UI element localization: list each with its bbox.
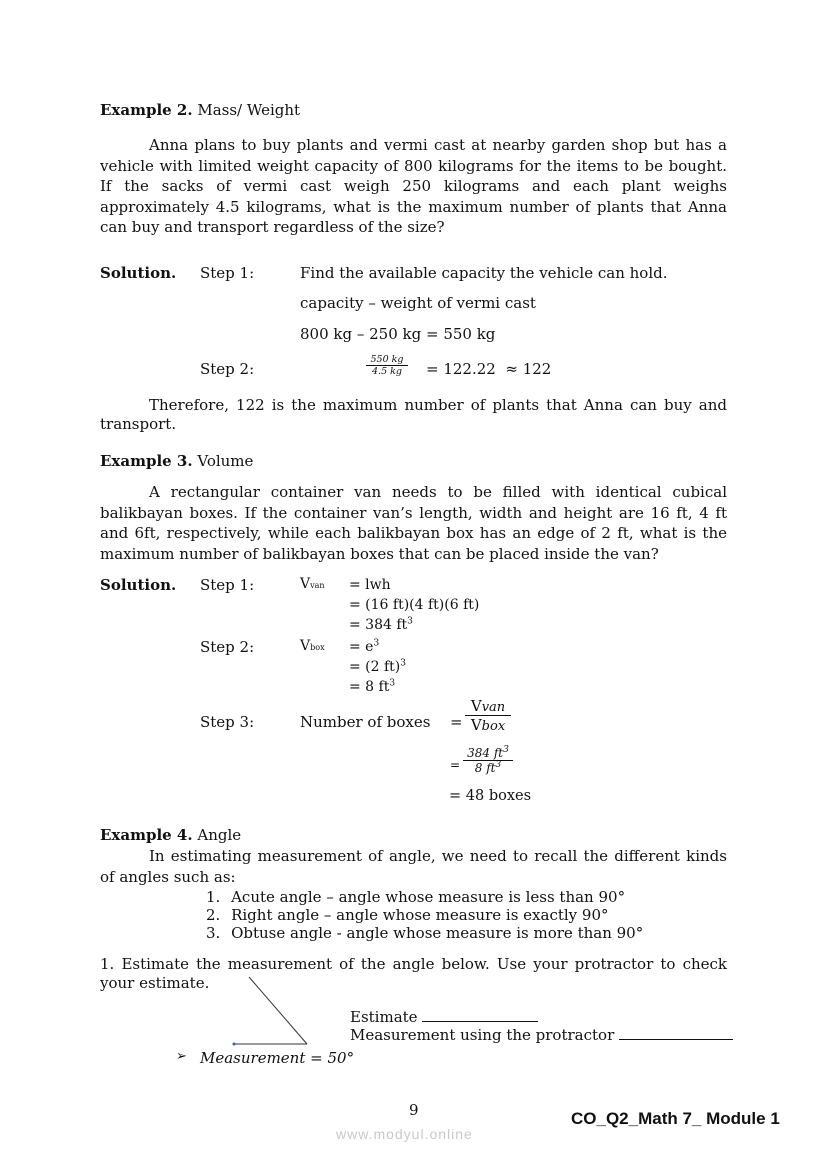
angle-list-item bbox=[206, 906, 609, 924]
step2-line1 bbox=[349, 639, 379, 655]
watermark: www.modyul.online bbox=[336, 1126, 473, 1142]
example-4-topic: Angle bbox=[197, 826, 242, 844]
equals-sign: = bbox=[450, 713, 463, 731]
numerator-letter: V bbox=[470, 697, 482, 715]
example-3-solution-label: Solution. bbox=[100, 576, 177, 594]
example-3-step1-label: Step 1: bbox=[200, 576, 255, 594]
example-3-step2-label: Step 2: bbox=[200, 638, 255, 656]
protractor-blank[interactable] bbox=[619, 1026, 733, 1040]
v-van-symbol bbox=[300, 576, 325, 592]
fraction-numerator-384 bbox=[463, 746, 513, 760]
v-box-subscript: box bbox=[310, 643, 325, 652]
v-van-subscript: van bbox=[310, 581, 325, 590]
example-2-conclusion: Therefore, 122 is the maximum number of plants that Anna can buy and transport. bbox=[100, 396, 727, 433]
fraction-denominator-vbox bbox=[465, 716, 511, 734]
numerator-text: 384 ft bbox=[467, 746, 504, 760]
example-3-step3-label: Step 3: bbox=[200, 713, 255, 731]
example-2-step2-fraction bbox=[366, 354, 408, 377]
example-2-fraction-numerator: 550 kg bbox=[370, 354, 404, 365]
equals-sign-2: = bbox=[450, 758, 461, 772]
estimate-label: Estimate bbox=[350, 1008, 418, 1026]
step1-line3-text: = 384 ft bbox=[349, 617, 408, 633]
estimate-line bbox=[350, 1008, 538, 1026]
boxes-result: = 48 boxes bbox=[449, 788, 532, 804]
example-2-step2-label: Step 2: bbox=[200, 360, 255, 378]
example-3-heading bbox=[100, 452, 253, 470]
number-of-boxes-label: Number of boxes bbox=[300, 713, 431, 731]
v-box-letter: V bbox=[300, 638, 311, 654]
v-van-letter: V bbox=[300, 576, 311, 592]
example-2-label: Example 2. bbox=[100, 101, 193, 119]
example-2-solution-label: Solution. bbox=[100, 264, 177, 282]
denominator-exponent: 3 bbox=[495, 760, 502, 770]
list-text: Acute angle – angle whose measure is less than 90° bbox=[231, 888, 626, 906]
example-2-topic: Mass/ Weight bbox=[197, 101, 301, 119]
list-text: Right angle – angle whose measure is exactly 90° bbox=[231, 906, 609, 924]
list-number: 1. bbox=[206, 888, 221, 906]
step1-line2: = (16 ft)(4 ft)(6 ft) bbox=[349, 597, 480, 613]
protractor-line bbox=[350, 1026, 733, 1044]
step1-line1: = lwh bbox=[349, 577, 391, 593]
step2-line1-text: = e bbox=[349, 639, 374, 655]
example-4-intro: In estimating measurement of angle, we need to recall the different kinds of angles such as: bbox=[100, 847, 727, 886]
example-4-label: Example 4. bbox=[100, 826, 193, 844]
step1-line3 bbox=[349, 617, 413, 633]
list-number: 3. bbox=[206, 924, 221, 942]
example-2-step1-line2: capacity – weight of vermi cast bbox=[300, 294, 536, 312]
measurement-answer: Measurement = 50° bbox=[200, 1049, 355, 1067]
v-box-symbol bbox=[300, 638, 325, 654]
list-number: 2. bbox=[206, 906, 221, 924]
step2-line2-exponent: 3 bbox=[400, 658, 407, 669]
step2-line3 bbox=[349, 679, 395, 695]
denominator-letter: V bbox=[470, 716, 482, 734]
example-2-fraction-denominator: 4.5 kg bbox=[372, 366, 402, 377]
denominator-subscript: box bbox=[481, 719, 506, 734]
example-2-step1-line3: 800 kg – 250 kg = 550 kg bbox=[300, 325, 496, 343]
measurement-bullet-icon: ➢ bbox=[176, 1049, 187, 1064]
protractor-label: Measurement using the protractor bbox=[350, 1026, 615, 1044]
example-3-problem: A rectangular container van needs to be filled with identical cubical balikbayan boxes. If the container van’s length, width and height are 16 ft, 4 ft and 6ft, respectively, while each balikbayan box has an edge of 2 ft, what is the maximum number of balikbayan boxes that can be placed inside the van? bbox=[100, 483, 727, 563]
list-text: Obtuse angle - angle whose measure is more than 90° bbox=[231, 924, 644, 942]
example-2-step2-result: = 122.22 ≈ 122 bbox=[426, 360, 552, 378]
angle-figure bbox=[225, 972, 315, 1052]
angle-list-item bbox=[206, 924, 643, 942]
cubic-feet-fraction bbox=[463, 746, 513, 775]
denominator-text: 8 ft bbox=[474, 761, 496, 775]
example-3-topic: Volume bbox=[197, 452, 254, 470]
example-3-label: Example 3. bbox=[100, 452, 193, 470]
step2-line3-exponent: 3 bbox=[389, 678, 396, 689]
page-number: 9 bbox=[409, 1101, 419, 1119]
volume-ratio-fraction bbox=[465, 697, 511, 734]
step2-line1-exponent: 3 bbox=[373, 638, 380, 649]
numerator-exponent: 3 bbox=[503, 745, 509, 755]
example-2-heading bbox=[100, 101, 300, 119]
step2-line2-text: = (2 ft) bbox=[349, 659, 401, 675]
step2-line2 bbox=[349, 659, 406, 675]
fraction-denominator-8 bbox=[463, 761, 513, 775]
estimate-blank[interactable] bbox=[422, 1008, 538, 1022]
numerator-subscript: van bbox=[481, 700, 506, 715]
angle-endpoint bbox=[233, 1043, 236, 1046]
example-2-step1-line1: Find the available capacity the vehicle can hold. bbox=[300, 264, 668, 282]
step1-line3-exponent: 3 bbox=[407, 616, 413, 627]
example-2-problem: Anna plans to buy plants and vermi cast at nearby garden shop but has a vehicle with limited weight capacity of 800 kilograms for the items to be bought. If the sacks of vermi cast weigh 250 kilograms and each plant weighs approximately 4.5 kilograms, what is the maximum number of plants that Anna can buy and transport regardless of the size? bbox=[100, 136, 727, 236]
example-2-step1-label: Step 1: bbox=[200, 264, 255, 282]
estimate-question: 1. Estimate the measurement of the angle below. Use your protractor to check your estimate. bbox=[100, 955, 727, 992]
fraction-numerator-vvan bbox=[465, 697, 511, 715]
step2-line3-text: = 8 ft bbox=[349, 679, 390, 695]
angle-list-item bbox=[206, 888, 625, 906]
module-code: CO_Q2_Math 7_ Module 1 bbox=[571, 1109, 780, 1128]
angle-ray-upper bbox=[249, 977, 307, 1044]
example-4-heading bbox=[100, 826, 241, 844]
